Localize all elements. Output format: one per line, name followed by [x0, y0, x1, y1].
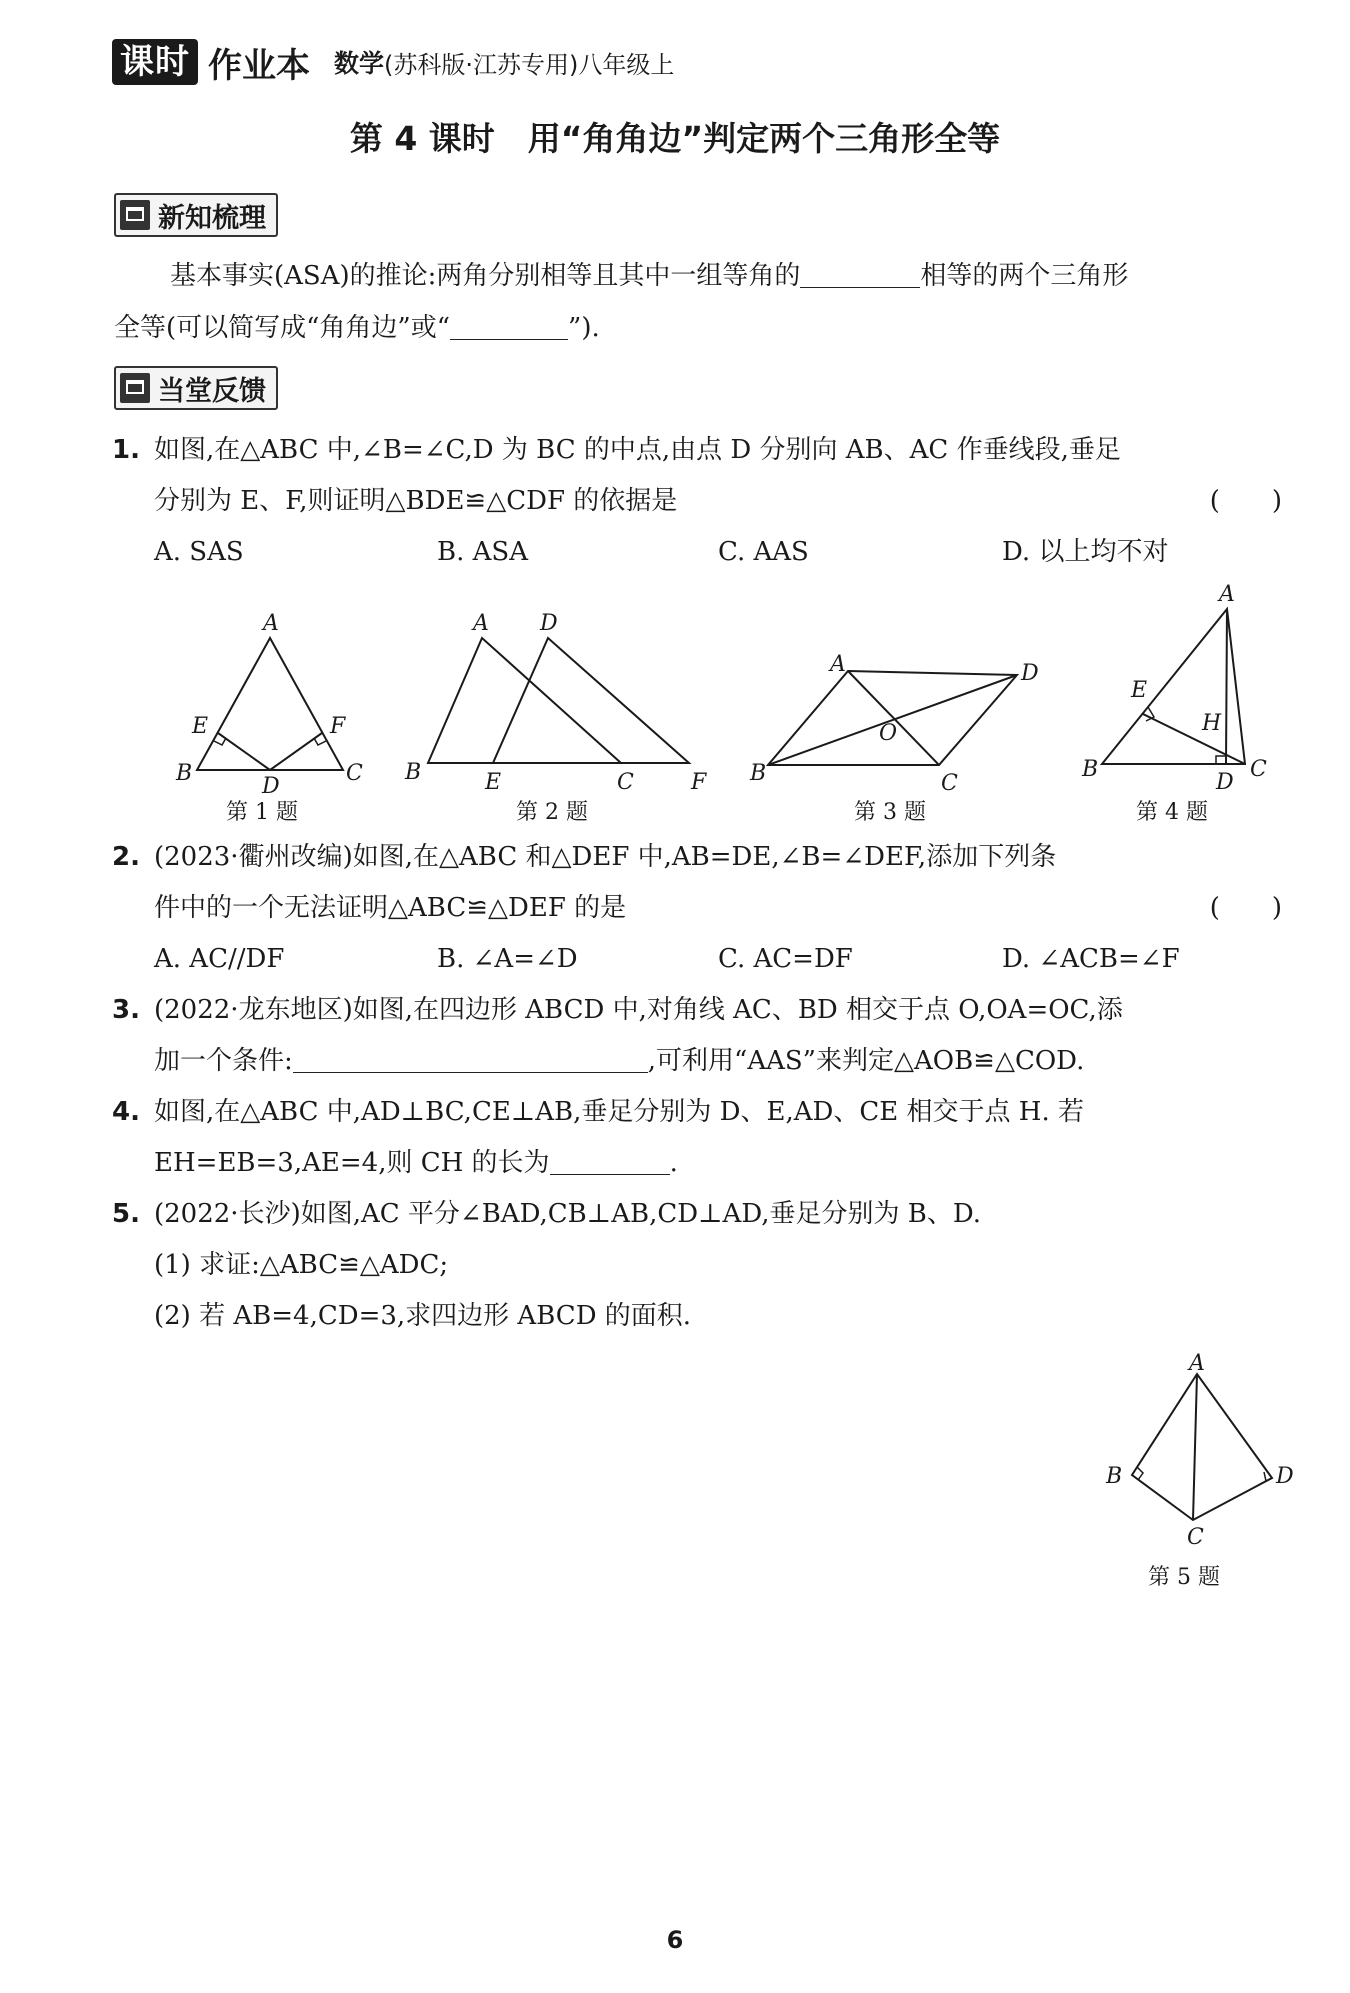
svg-text:C: C: [1187, 1525, 1204, 1550]
option-d[interactable]: D. 以上均不对: [1002, 537, 1169, 567]
svg-text:B: B: [1082, 757, 1099, 782]
svg-text:D: D: [1216, 770, 1234, 795]
svg-text:D: D: [1021, 661, 1039, 686]
pencil-icon: [120, 373, 150, 403]
svg-text:D: D: [540, 611, 558, 636]
svg-text:E: E: [485, 770, 502, 795]
figure-1-triangle: [197, 638, 343, 770]
page-header: [112, 38, 674, 86]
subject-label: 数学: [334, 49, 385, 78]
svg-text:E: E: [1131, 678, 1148, 703]
question-1: 1. 如图,在△ABC 中,∠B=∠C,D 为 BC 的中点,由点 D 分别向 AB、AC 作垂线段,垂足 分别为 E、F,则证明△BDE≌△CDF 的依据是 ( ) A. SAS B. ASA C. AAS D. 以上均不对: [112, 425, 1292, 578]
blank-1[interactable]: [800, 261, 920, 288]
option-b[interactable]: B. ∠A=∠D: [437, 944, 578, 974]
section-label-new-knowledge: 新知梳理: [114, 193, 278, 237]
book-icon: [120, 200, 150, 230]
figure-5-caption: 第 5 题: [1148, 1565, 1220, 1590]
svg-text:F: F: [330, 714, 346, 739]
question-4: 4. 如图,在△ABC 中,AD⊥BC,CE⊥AB,垂足分别为 D、E,AD、CE 相交于点 H. 若 EH=EB=3,AE=4,则 CH 的长为 .: [112, 1097, 1084, 1178]
svg-text:C: C: [1250, 757, 1267, 782]
svg-text:B: B: [750, 761, 767, 786]
option-a[interactable]: A. SAS: [154, 537, 244, 567]
figure-4-triangle: [1102, 609, 1245, 764]
svg-text:C: C: [346, 761, 363, 786]
blank-q3[interactable]: [293, 1046, 648, 1073]
svg-text:C: C: [941, 771, 958, 796]
answer-paren[interactable]: ( ): [1209, 486, 1282, 516]
section-label-class-feedback: 当堂反馈: [114, 366, 278, 410]
svg-text:A: A: [1219, 582, 1235, 607]
figure-5-kite: [1090, 1350, 1310, 1560]
svg-text:B: B: [1106, 1464, 1123, 1489]
blank-2[interactable]: [450, 313, 568, 340]
svg-text:C: C: [617, 770, 634, 795]
question-3: 3. (2022·龙东地区)如图,在四边形 ABCD 中,对角线 AC、BD 相交于点 O,OA=OC,添 加一个条件: ,可利用“AAS”来判定△AOB≌△COD.: [112, 995, 1123, 1076]
figure-1-caption: 第 1 题: [226, 800, 298, 825]
question-2: 2. (2023·衢州改编)如图,在△ABC 和△DEF 中,AB=DE,∠B=∠DEF,添加下列条 件中的一个无法证明△ABC≌△DEF 的是 ( ) A. AC//DF B. ∠A=∠D C. AC=DF D. ∠ACB=∠F: [112, 832, 1292, 985]
question-5: 5. (2022·长沙)如图,AC 平分∠BAD,CB⊥AB,CD⊥AD,垂足分别为 B、D. (1) 求证:△ABC≌△ADC; (2) 若 AB=4,CD=3,求四边形 ABCD 的面积.: [112, 1199, 982, 1331]
option-c[interactable]: C. AC=DF: [718, 944, 853, 974]
figures-row: [0, 580, 1350, 810]
option-b[interactable]: B. ASA: [437, 537, 528, 567]
brand-logo: 课时: [112, 39, 198, 85]
figure-3-quadrilateral: [768, 671, 1017, 765]
svg-text:O: O: [879, 721, 898, 746]
svg-text:B: B: [405, 760, 422, 785]
figure-2-caption: 第 2 题: [516, 800, 588, 825]
svg-text:E: E: [192, 714, 209, 739]
svg-text:A: A: [473, 611, 489, 636]
knowledge-paragraph: 基本事实(ASA)的推论:两角分别相等且其中一组等角的 相等的两个三角形 全等(可以简写成“角角边”或“ ”).: [114, 261, 1129, 343]
svg-text:D: D: [1276, 1464, 1294, 1489]
figure-4-caption: 第 4 题: [1136, 800, 1208, 825]
book-title: 作业本: [208, 45, 310, 86]
svg-text:D: D: [262, 774, 280, 799]
lesson-title: 第 4 课时 用“角角边”判定两个三角形全等: [349, 119, 1001, 158]
svg-text:H: H: [1202, 711, 1222, 736]
figure-2-triangles: [428, 638, 689, 763]
svg-text:A: A: [263, 611, 279, 636]
blank-q4[interactable]: [550, 1148, 670, 1175]
edition-label: (苏科版·江苏专用)八年级上: [384, 50, 675, 79]
option-c[interactable]: C. AAS: [718, 537, 809, 567]
option-d[interactable]: D. ∠ACB=∠F: [1002, 944, 1180, 974]
page-number: 6: [666, 1926, 684, 1954]
svg-text:A: A: [1189, 1351, 1205, 1376]
figure-3-caption: 第 3 题: [854, 800, 926, 825]
svg-text:F: F: [691, 770, 707, 795]
option-a[interactable]: A. AC//DF: [154, 944, 285, 974]
answer-paren[interactable]: ( ): [1209, 893, 1282, 923]
svg-text:B: B: [176, 761, 193, 786]
svg-text:A: A: [830, 652, 846, 677]
